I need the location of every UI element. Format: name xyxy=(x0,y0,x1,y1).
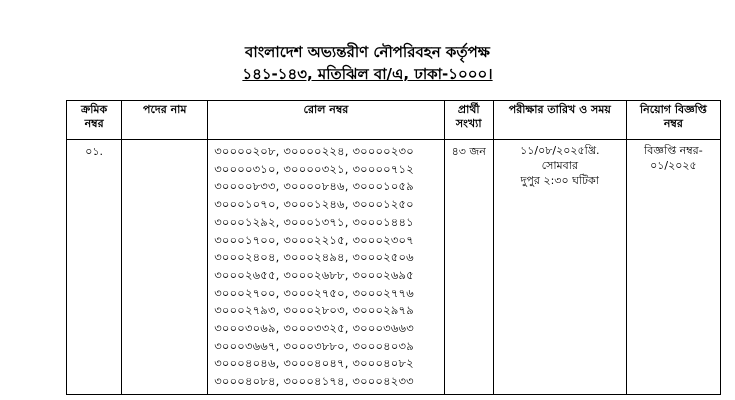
header-candidate-count: প্রার্থী সংখ্যা xyxy=(444,101,493,140)
org-address: ১৪১-১৪৩, মতিঝিল বা/এ, ঢাকা-১০০০। xyxy=(242,65,493,83)
roll-line: ৩০০০৩০৬৯, ৩০০০৩৩২৫, ৩০০০৩৬৬৩ xyxy=(214,321,414,336)
exam-time: দুপুর ২:৩০ ঘটিকা xyxy=(520,174,599,187)
exam-day: সোমবার xyxy=(541,159,578,172)
header-serial: ক্রমিক নম্বর xyxy=(67,101,122,140)
roll-line: ৩০০০৪০৪৬, ৩০০০৪০৪৭, ৩০০০৪০৮২ xyxy=(214,356,414,371)
roll-line: ৩০০০০২০৮, ৩০০০০২২৪, ৩০০০০২৩০ xyxy=(214,144,414,158)
cell-notice-number xyxy=(626,140,720,395)
roll-line: ৩০০০২৭০০, ৩০০০২৭৫০, ৩০০০২৭৭৬ xyxy=(214,285,414,300)
roll-line: ৩০০০৩৬৬৭, ৩০০০৩৮৮০, ৩০০০৪০৩৯ xyxy=(214,338,414,353)
cell-exam-date-time xyxy=(493,140,626,395)
table-header-row xyxy=(67,101,721,140)
header-roll-number: রোল নম্বর xyxy=(208,101,444,140)
roll-line: ৩০০০০৮৩৩, ৩০০০০৮৪৬, ৩০০০১০৫৯ xyxy=(214,179,414,194)
header-post-name: পদের নাম xyxy=(122,101,208,140)
cell-serial: ০১. xyxy=(67,140,122,395)
roll-line: ৩০০০২৪০৪, ৩০০০২৪৯৪, ৩০০০২৫০৬ xyxy=(214,250,414,265)
roll-line: ৩০০০১৭০০, ৩০০০২২১৫, ৩০০০২৩০৭ xyxy=(214,232,414,247)
roll-line: ৩০০০১০৭০, ৩০০০১২৪৬, ৩০০০১২৫০ xyxy=(214,197,414,212)
header-exam-date-time: পরীক্ষার তারিখ ও সময় xyxy=(493,101,626,140)
roll-line: ৩০০০১২৯২, ৩০০০১৩৭১, ৩০০০১৪৪১ xyxy=(214,214,414,229)
cell-post-name xyxy=(122,140,208,395)
roll-line: ৩০০০২৬৫৫, ৩০০০২৬৮৮, ৩০০০২৬৯৫ xyxy=(214,267,414,282)
exam-date: ১১/০৮/২০২৫খ্রি. xyxy=(520,144,600,157)
header-notice-number: নিয়োগ বিজ্ঞপ্তি নম্বর xyxy=(626,101,720,140)
roll-line: ৩০০০৪০৮৪, ৩০০০৪১৭৪, ৩০০০৪২৩৩ xyxy=(214,374,414,389)
roll-number-table xyxy=(66,100,721,395)
cell-roll-numbers xyxy=(208,140,444,395)
cell-candidate-count: ৪৩ জন xyxy=(444,140,493,395)
table-row xyxy=(67,140,721,395)
notice-number: ০১/২০২৫ xyxy=(650,159,697,172)
notice-label: বিজ্ঞপ্তি নম্বর- xyxy=(644,144,703,157)
roll-line: ৩০০০২৭৯৩, ৩০০০২৮০৩, ৩০০০২৯৭৯ xyxy=(214,303,414,318)
roll-line: ৩০০০০৩১০, ৩০০০০৩২১, ৩০০০০৭১২ xyxy=(214,161,414,176)
org-title: বাংলাদেশ অভ্যন্তরীণ নৌপরিবহন কর্তৃপক্ষ xyxy=(245,43,490,61)
